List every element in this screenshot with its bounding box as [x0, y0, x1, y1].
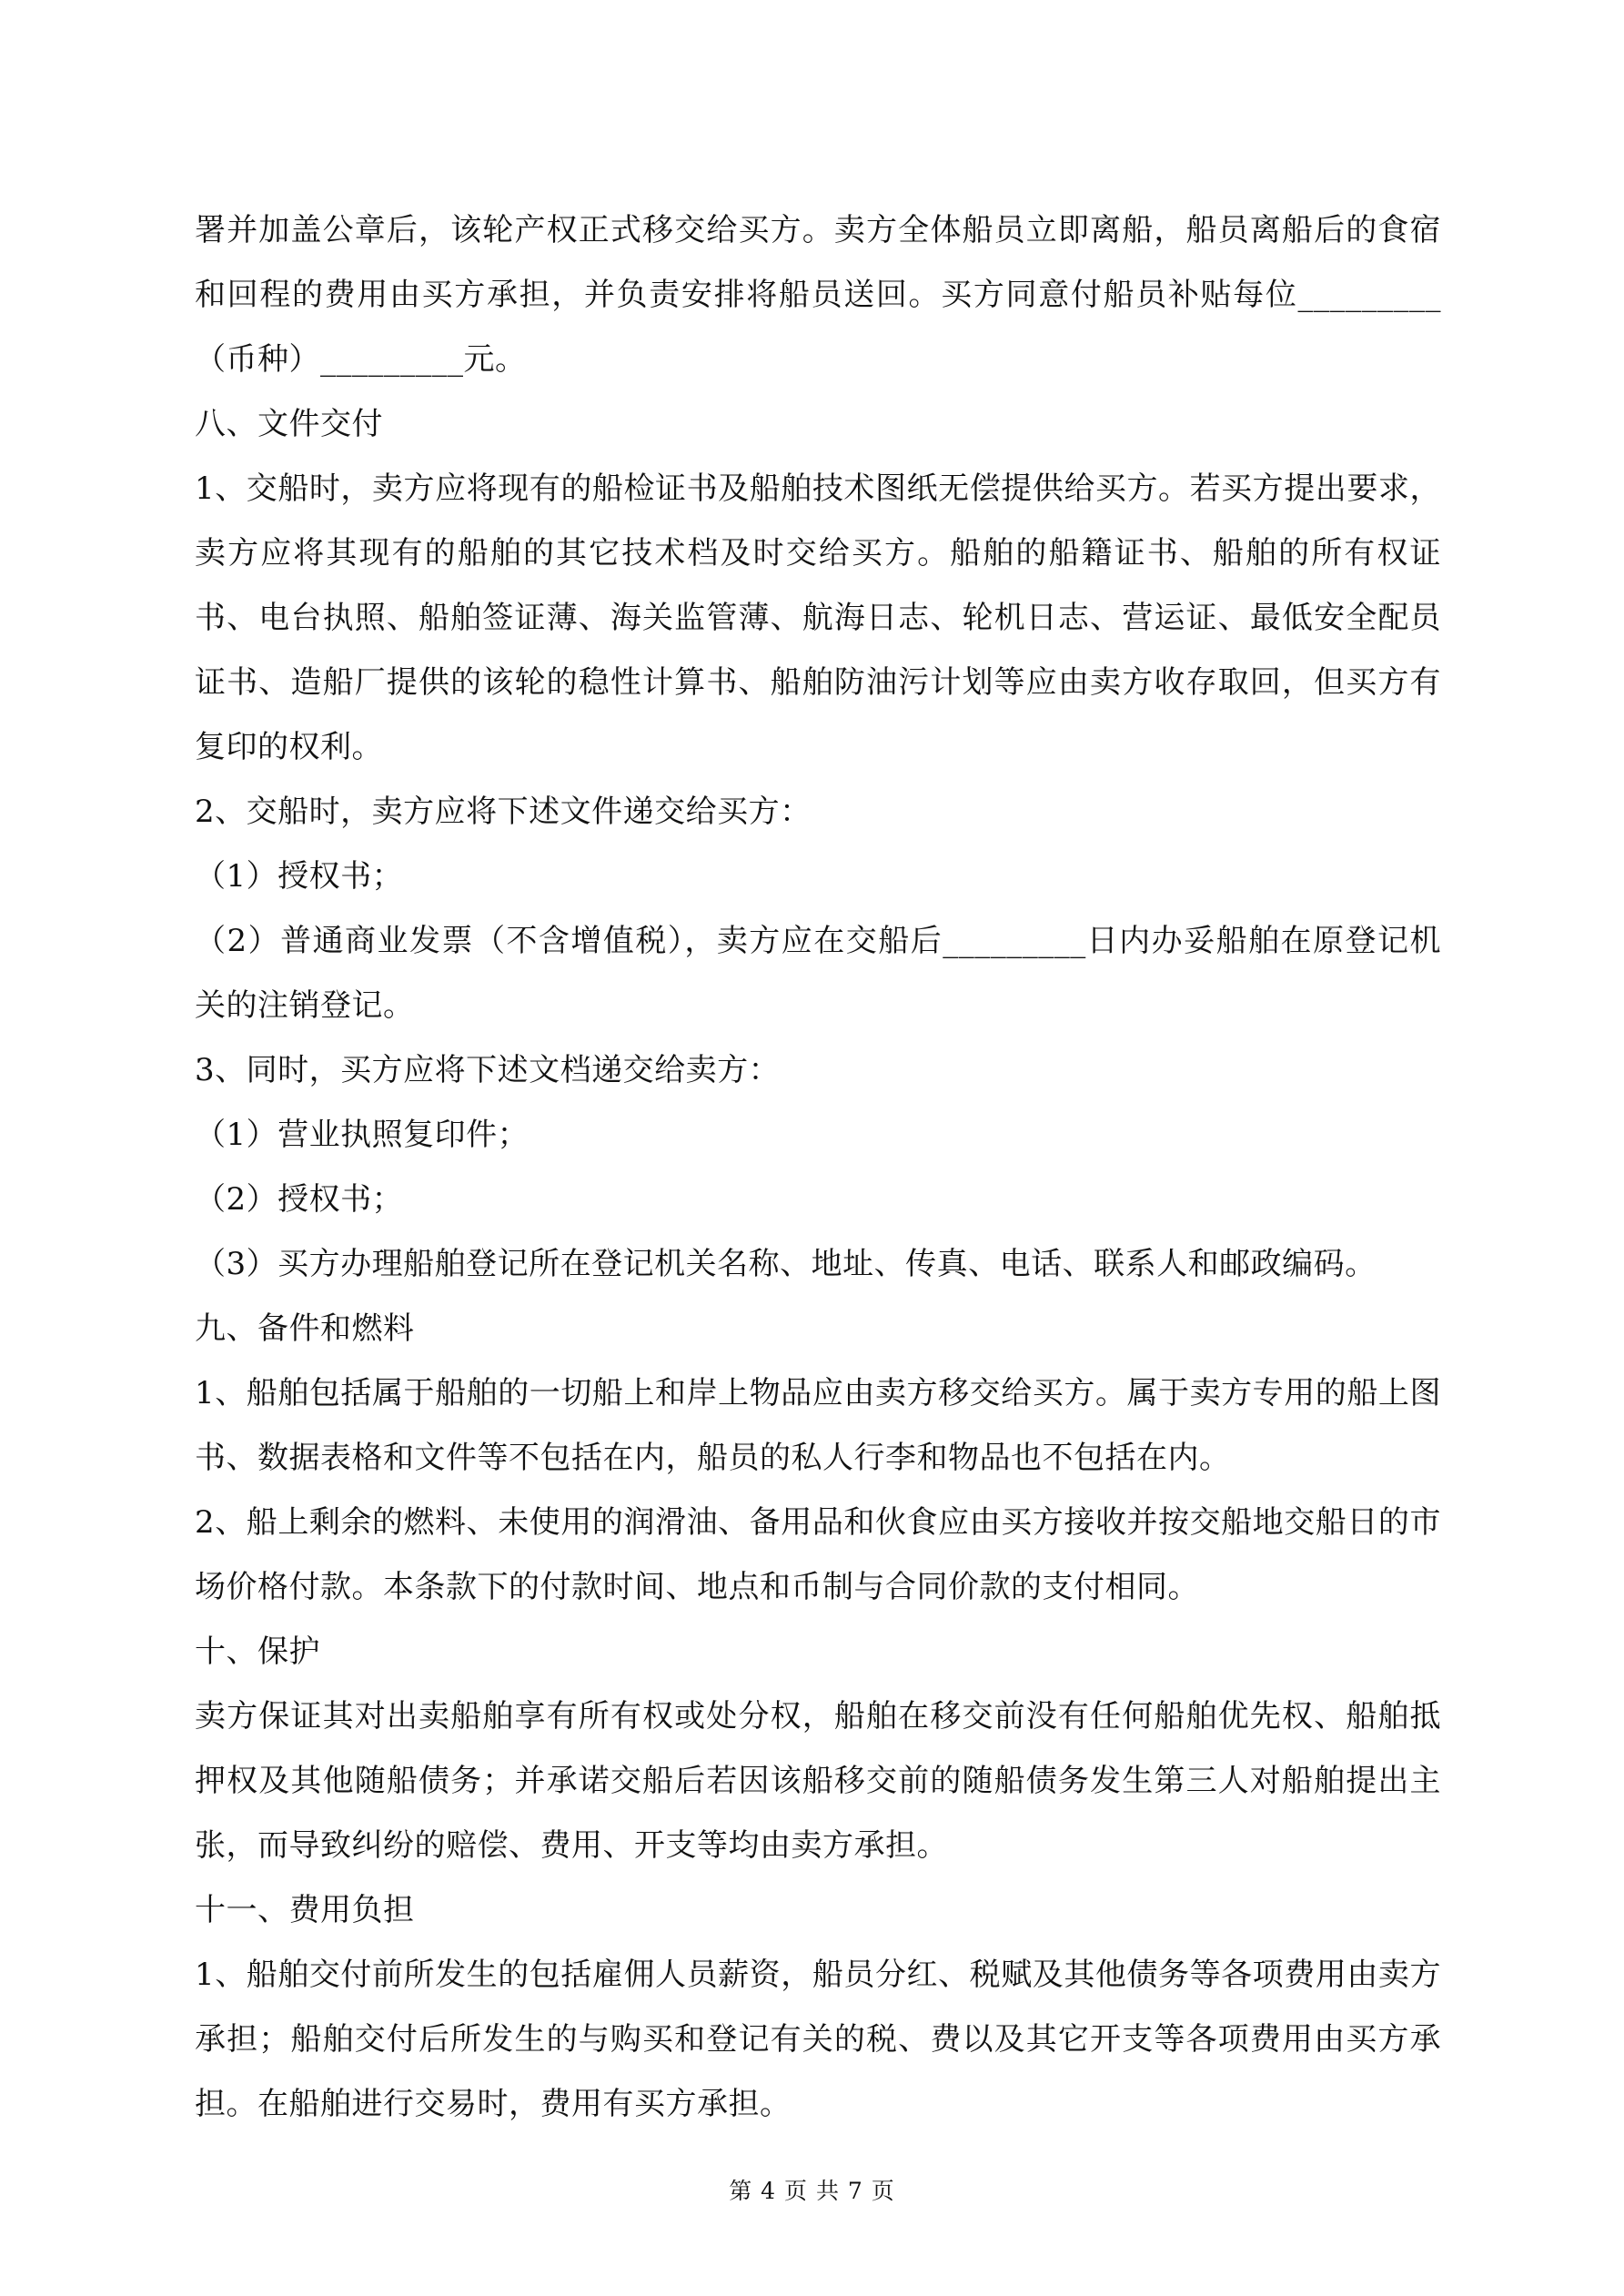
- paragraph-expense-allocation: 1、船舶交付前所发生的包括雇佣人员薪资，船员分红、税赋及其他债务等各项费用由卖方承担；船舶交付后所发生的与购买和登记有关的税、费以及其它开支等各项费用由买方承担。在船舶进行交易时，费用有买方承担。: [195, 1957, 1441, 2122]
- document-body: [195, 198, 1441, 2137]
- paragraph-buyer-documents: 3、同时，买方应将下述文档递交给卖方：: [195, 1052, 781, 1088]
- section-heading-document-delivery: 八、文件交付: [195, 406, 383, 442]
- page-footer: 第 4 页 共 7 页: [729, 2178, 895, 2204]
- paragraph-certificates: 1、交船时，卖方应将现有的船检证书及船舶技术图纸无偿提供给买方。若买方提出要求，卖方应将其现有的船舶的其它技术档及时交给买方。船舶的船籍证书、船舶的所有权证书、电台执照、船舶签证薄、海关监管薄、航海日志、轮机日志、营运证、最低安全配员证书、造船厂提供的该轮的稳性计算书、船舶防油污计划等应由卖方收存取回，但买方有复印的权利。: [195, 470, 1441, 765]
- paragraph-seller-documents: 2、交船时，卖方应将下述文件递交给买方：: [195, 794, 812, 830]
- list-item-business-license: （1）营业执照复印件；: [195, 1117, 530, 1153]
- list-item-buyer-authorization: （2）授权书；: [195, 1181, 404, 1218]
- list-item-registration-info: （3）买方办理船舶登记所在登记机关名称、地址、传真、电话、联系人和邮政编码。: [195, 1246, 1377, 1282]
- paragraph-crew-departure: 署并加盖公章后，该轮产权正式移交给买方。卖方全体船员立即离船，船员离船后的食宿和回程的费用由买方承担，并负责安排将船员送回。买方同意付船员补贴每位_________（币种）_________元。: [195, 212, 1441, 378]
- section-heading-expenses: 十一、费用负担: [195, 1892, 415, 1928]
- section-heading-protection: 十、保护: [195, 1633, 320, 1670]
- section-heading-spares-fuel: 九、备件和燃料: [195, 1310, 415, 1347]
- paragraph-ship-items: 1、船舶包括属于船舶的一切船上和岸上物品应由卖方移交给买方。属于卖方专用的船上图书、数据表格和文件等不包括在内，船员的私人行李和物品也不包括在内。: [195, 1375, 1441, 1476]
- paragraph-seller-warranty: 卖方保证其对出卖船舶享有所有权或处分权，船舶在移交前没有任何船舶优先权、船舶抵押权及其他随船债务；并承诺交船后若因该船移交前的随船债务发生第三人对船舶提出主张，而导致纠纷的赔偿、费用、开支等均由卖方承担。: [195, 1698, 1441, 1864]
- list-item-invoice: （2）普通商业发票（不含增值税），卖方应在交船后_________日内办妥船舶在原登记机关的注销登记。: [195, 923, 1441, 1024]
- list-item-authorization: （1）授权书；: [195, 858, 404, 895]
- paragraph-remaining-fuel: 2、船上剩余的燃料、未使用的润滑油、备用品和伙食应由买方接收并按交船地交船日的市场价格付款。本条款下的付款时间、地点和币制与合同价款的支付相同。: [195, 1504, 1441, 1605]
